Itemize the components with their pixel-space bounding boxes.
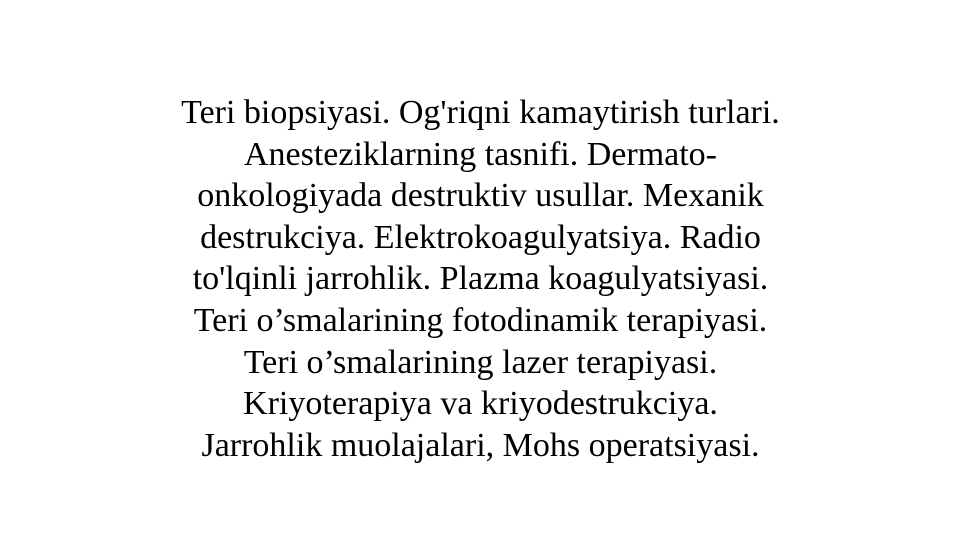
title-line-6: Teri o’smalarining fotodinamik terapiyasi. xyxy=(193,301,768,339)
title-line-4: destrukciya. Elektrokoagulyatsiya. Radio xyxy=(200,218,761,256)
title-line-7: Teri o’smalarining lazer terapiyasi. xyxy=(243,343,718,381)
title-line-1: Teri biopsiyasi. Og'riqni kamaytirish turlari. xyxy=(181,94,780,131)
slide-title xyxy=(80,92,881,466)
title-line-5: to'lqinli jarrohlik. Plazma koagulyatsiyasi. xyxy=(192,260,769,298)
title-line-3: onkologiyada destruktiv usullar. Mexanik xyxy=(197,177,764,215)
title-line-8: Kriyoterapiya va kriyodestrukciya. xyxy=(243,385,718,423)
title-line-2: Anesteziklarning tasnifi. Dermato- xyxy=(243,135,717,173)
title-line-9: Jarrohlik muolajalari, Mohs operatsiyasi. xyxy=(201,426,760,464)
